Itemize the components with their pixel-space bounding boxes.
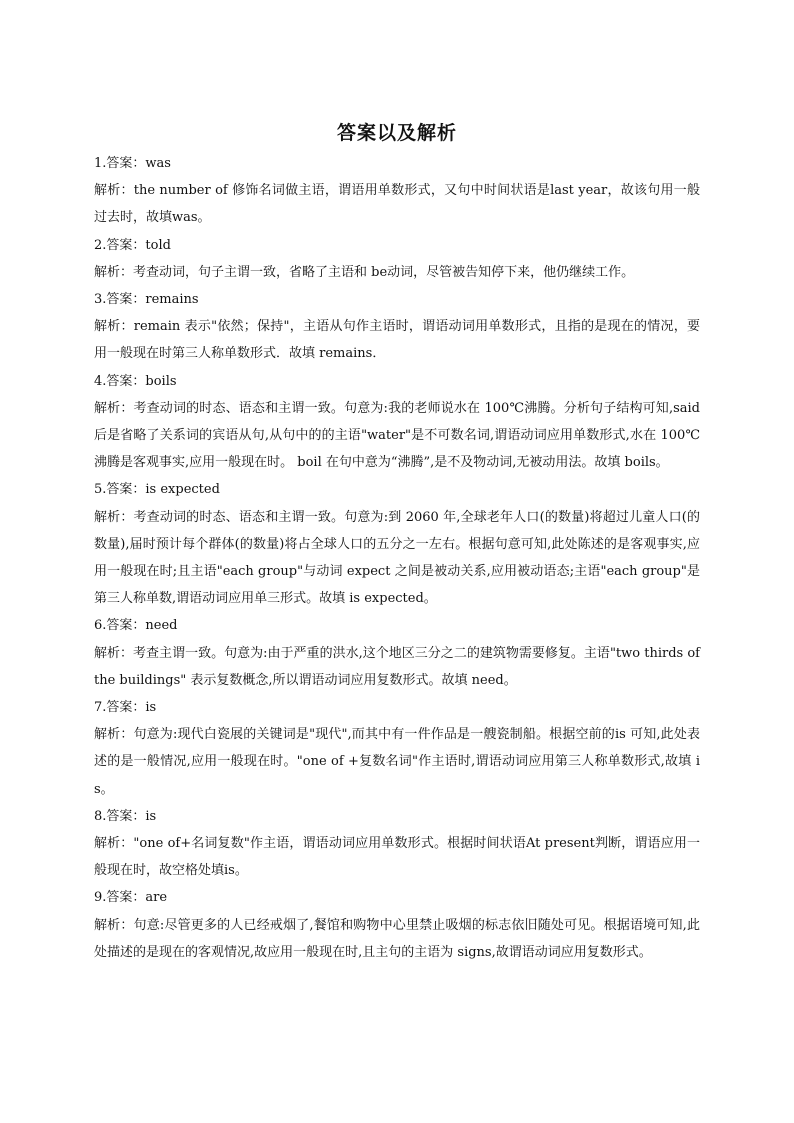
analysis-text: 解析：句意:尽管更多的人已经戒烟了,餐馆和购物中心里禁止吸烟的标志依旧随处可见。根据语境可知,此处描述的是现在的客观情况,故应用一般现在时,且主句的主语为 signs,故谓语动词应用复数形式。 [94, 917, 700, 960]
answer-item-9 [94, 884, 700, 966]
analysis-text: 解析：考查动词，句子主谓一致，省略了主语和 be动词，尽管被告知停下来，他仍继续工作。 [94, 264, 635, 280]
answer-line: 2.答案：told [94, 237, 171, 253]
analysis-text: 解析：考查动词的时态、语态和主谓一致。句意为:到 2060 年,全球老年人口(的数量)将超过儿童人口(的数量),届时预计每个群体(的数量)将占全球人口的五分之一左右。根据句意可知,此处陈述的是客观事实,应用一般现在时;且主语"each group"与动词 expect 之间是被动关系,应用被动语态;主语"each group"是第三人称单数,谓语动词应用单三形式。故填 is expected。 [94, 509, 700, 607]
analysis-text: 解析："one of+名词复数"作主语，谓语动词应用单数形式。根据时间状语At present判断，谓语应用一般现在时，故空格处填is。 [94, 836, 700, 879]
answer-item-4 [94, 368, 700, 477]
analysis-text: 解析：考查动词的时态、语态和主谓一致。句意为:我的老师说水在 100℃沸腾。分析句子结构可知,said 后是省略了关系词的宾语从句,从句中的的主语"water"是不可数名词,谓语动词应用单数形式,水在 100℃沸腾是客观事实,应用一般现在时。 boil 在句中意为“沸腾”,是不及物动词,无被动用法。故填 boils。 [94, 400, 700, 471]
answer-item-2 [94, 232, 700, 286]
analysis-text: 解析：考查主谓一致。句意为:由于严重的洪水,这个地区三分之二的建筑物需要修复。主语"two thirds of the buildings" 表示复数概念,所以谓语动词应用复数形式。故填 need。 [94, 645, 700, 688]
answer-line: 1.答案：was [94, 156, 171, 171]
answer-page [94, 118, 700, 966]
page-title: 答案以及解析 [336, 122, 457, 144]
answer-line: 6.答案：need [94, 618, 178, 634]
analysis-text: 解析：句意为:现代白瓷展的关键词是"现代",而其中有一件作品是一艘瓷制船。根据空前的is 可知,此处表述的是一般情况,应用一般现在时。"one of +复数名词"作主语时,谓语动词应用第三人称单数形式,故填 is。 [94, 727, 700, 797]
analysis-text: 解析：the number of 修饰名词做主语，谓语用单数形式，又句中时间状语是last year，故该句用一般过去时，故填was。 [94, 183, 700, 226]
answer-item-3 [94, 286, 700, 368]
answer-item-5 [94, 476, 700, 612]
answer-line: 7.答案：is [94, 700, 157, 716]
answer-item-7 [94, 694, 700, 803]
answer-line: 4.答案：boils [94, 373, 177, 389]
answer-line: 3.答案：remains [94, 292, 199, 308]
answer-item-1 [94, 150, 700, 232]
answer-item-8 [94, 803, 700, 885]
answer-line: 9.答案：are [94, 890, 168, 906]
answer-line: 8.答案：is [94, 808, 157, 824]
analysis-text: 解析：remain 表示"依然；保持"，主语从句作主语时，谓语动词用单数形式，且指的是现在的情况，要用一般现在时第三人称单数形式．故填 remains． [94, 319, 700, 362]
answer-item-6 [94, 612, 700, 694]
answer-line: 5.答案：is expected [94, 482, 220, 498]
